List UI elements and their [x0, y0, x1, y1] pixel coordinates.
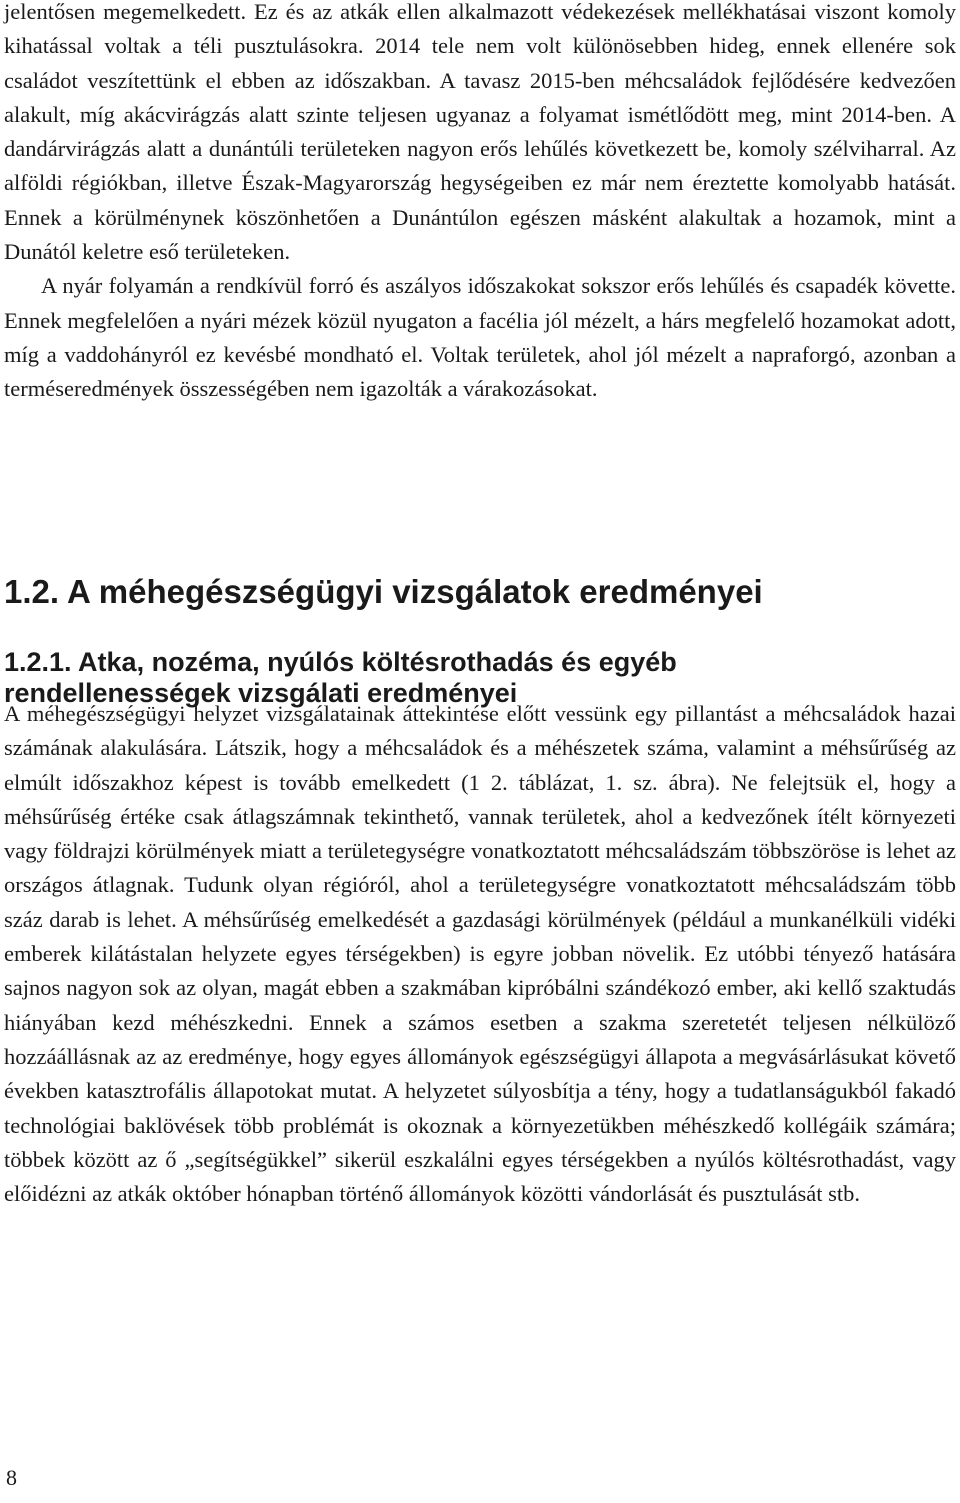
- subsection-heading-line-2: rendellenességek vizsgálati eredményei: [4, 678, 518, 708]
- bottom-text-section: [4, 697, 956, 1211]
- paragraph-continued: jelentősen megemelkedett. Ez és az atkák ellen alkalmazott védekezések mellékhatásai viszont komoly kihatással voltak a téli pusztulásokra. 2014 tele nem volt különösebben hideg, ennek ellenére sok családot veszítettünk el ebben az időszakban. A tavasz 2015-ben méhcsaládok fejlődésére kedvezően alakult, míg akácvirágzás alatt szinte teljesen ugyanaz a folyamat ismétlődött meg, mint 2014-ben. A dandárvirágzás alatt a dunántúli területeken nagyon erős lehűlés következett be, komoly szélviharral. Az alföldi régiókban, illetve Észak-Magyarország hegységeiben ez már nem éreztette komolyabb hatását. Ennek a körülménynek köszönhetően a Dunántúlon egészen másként alakultak a hozamok, mint a Dunától keletre eső területeken.: [4, 0, 956, 265]
- paragraph-summer: A nyár folyamán a rendkívül forró és aszályos időszakokat sokszor erős lehűlés és csapadék követte. Ennek megfelelően a nyári mézek közül nyugaton a facélia jól mézelt, a hárs megfelelő hozamokat adott, míg a vaddohányról ez kevésbé mondható el. Voltak területek, ahol jól mézelt a napraforgó, azonban a terméseredmények összességében nem igazolták a várakozásokat.: [4, 273, 956, 402]
- top-text-section: [4, 0, 956, 407]
- document-page: [4, 0, 956, 1503]
- section-heading: 1.2. A méhegészségügyi vizsgálatok eredményei: [4, 573, 763, 610]
- paragraph-bee-health: A méhegészségügyi helyzet vizsgálatainak áttekintése előtt vessünk egy pillantást a méhcsaládok hazai számának alakulására. Látszik, hogy a méhcsaládok és a méhészetek száma, valamint a méhsűrűség az elmúlt időszakhoz képest is tovább emelkedett (1 2. táblázat, 1. sz. ábra). Ne felejtsük el, hogy a méhsűrűség értéke csak átlagszámnak tekinthető, vannak területek, ahol a kedvezőnek ítélt környezeti vagy földrajzi körülmények miatt a területegységre vonatkoztatott méhcsaládszám többszöröse is lehet az országos átlagnak. Tudunk olyan régióról, ahol a területegységre vonatkoztatott méhcsaládszám több száz darab is lehet. A méhsűrűség emelkedését a gazdasági körülmények (például a munkanélküli vidéki emberek kilátástalan helyzete egyes térségekben) is egyre jobban növelik. Ez utóbbi tényező hatására sajnos nagyon sok az olyan, magát ebben a szakmában kipróbálni szándékozó ember, aki kellő szaktudás hiányában kezd méhészkedni. Ennek a számos esetben a szakma szeretetét teljesen nélkülöző hozzáállásnak az az eredménye, hogy egyes állományok egészségügyi állapota a megvásárlásukat követő években katasztrofális állapotokat mutat. A helyzetet súlyosbítja a tény, hogy a tudatlanságukból fakadó technológiai baklövések több problémát is okoznak a környezetükben méhészkedő kollégáik számára; többek között az ő „segítségükkel” sikerül eszkalálni egyes térségekben a nyúlós költésrothadást, vagy előidézni az atkák október hónapban történő állományok közötti vándorlását és pusztulását stb.: [4, 701, 956, 1207]
- subsection-heading-line-1: 1.2.1. Atka, nozéma, nyúlós költésrothadás és egyéb: [4, 647, 677, 677]
- page-number: 8: [6, 1465, 17, 1490]
